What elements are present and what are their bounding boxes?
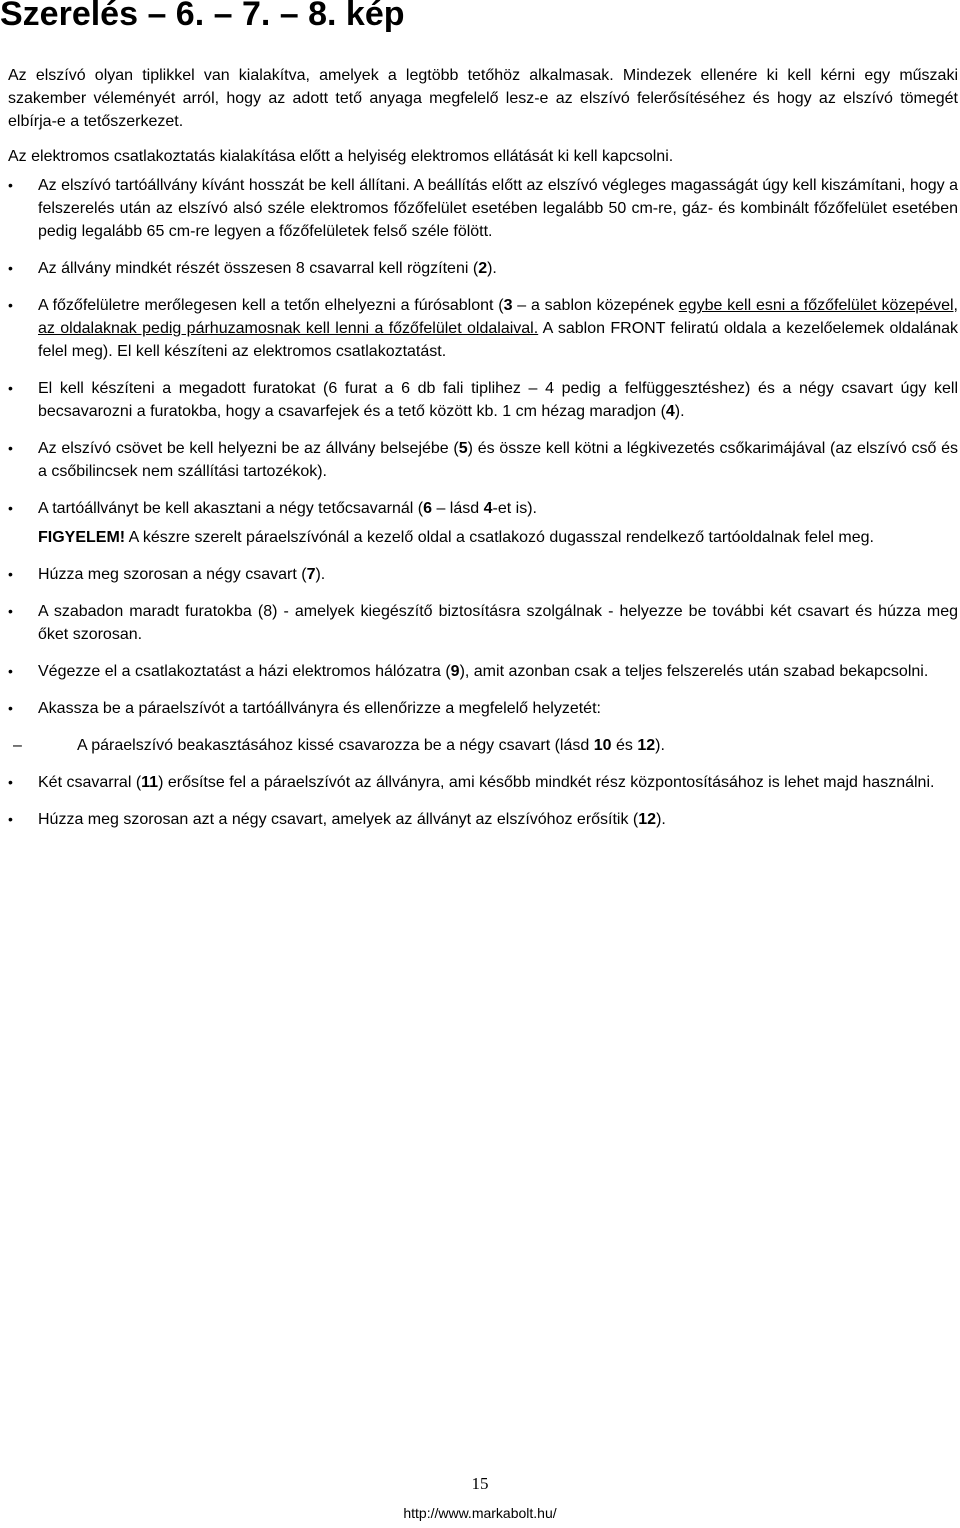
list-item xyxy=(8,257,958,280)
step-text: A szabadon maradt furatokba (8) - amelyek kiegészítő biztosításra szolgálnak - helyezze be további két csavart és húzza meg őket szorosan. xyxy=(38,603,958,643)
bullet-icon: • xyxy=(8,700,13,716)
bullet-icon: • xyxy=(8,500,13,516)
warning-note xyxy=(8,526,958,549)
document-body xyxy=(8,64,958,845)
step-text: ) erősítse fel a páraelszívót az állványra, ami később mindkét rész központosításához is lehet majd használni. xyxy=(158,774,935,791)
list-item xyxy=(8,600,958,646)
page-title: Szerelés – 6. – 7. – 8. kép xyxy=(0,0,405,33)
step-text: – lásd xyxy=(432,500,484,517)
step-text: A páraelszívó beakasztásához kissé csavarozza be a négy csavart (lásd xyxy=(77,737,594,754)
step-text: – a sablon közepének xyxy=(512,297,679,314)
step-text: ). xyxy=(656,811,666,828)
figure-ref: 10 xyxy=(593,737,612,754)
step-text: A főzőfelületre merőlegesen kell a tetőn elhelyezni a fúrósablont ( xyxy=(38,297,504,314)
list-item xyxy=(8,660,958,683)
figure-ref: 4 xyxy=(483,500,493,517)
page-number: 15 xyxy=(471,1474,489,1493)
step-text: Húzza meg szorosan a négy csavart ( xyxy=(38,566,307,583)
step-text: Akassza be a páraelszívót a tartóállványra és ellenőrizze a megfelelő helyzetét: xyxy=(38,700,601,717)
step-text: ). xyxy=(487,260,497,277)
figure-ref: 2 xyxy=(478,260,488,277)
step-text: A tartóállványt be kell akasztani a négy tetőcsavarnál ( xyxy=(38,500,424,517)
step-text: Két csavarral ( xyxy=(38,774,142,791)
list-item xyxy=(8,377,958,423)
bullet-icon: • xyxy=(8,566,13,582)
step-text: Végezze el a csatlakoztatást a házi elektromos hálózatra ( xyxy=(38,663,451,680)
step-text: Az elszívó tartóállvány kívánt hosszát be kell állítani. A beállítás előtt az elszívó végleges magasságát úgy kell kiszámítani, hogy a felszerelés után az elszívó alsó széle elektromos főzőfelület esetében legalább 50 cm-re, gáz- és kombinált főzőfelület esetében pedig legalább 65 cm-re legyen a főzőfelületek felső széle fölött. xyxy=(38,177,958,240)
list-item xyxy=(8,437,958,483)
step-text: ). xyxy=(674,403,685,420)
list-item xyxy=(8,697,958,720)
warning-label: FIGYELEM! xyxy=(38,529,126,546)
figure-ref: 11 xyxy=(141,774,159,791)
bullet-icon: • xyxy=(8,663,13,679)
step-text: és xyxy=(611,737,638,754)
step-text: Az elszívó csövet be kell helyezni be az állvány belsejébe ( xyxy=(38,440,459,457)
figure-ref: 12 xyxy=(637,737,656,754)
step-text: ), amit azonban csak a teljes felszerelés után szabad bekapcsolni. xyxy=(459,663,929,680)
bullet-icon: • xyxy=(8,260,13,276)
sub-list-item xyxy=(8,734,958,757)
step-text: ). xyxy=(315,566,326,583)
figure-ref: 12 xyxy=(638,811,657,828)
bullet-icon: • xyxy=(8,177,13,193)
electric-safety-note: Az elektromos csatlakoztatás kialakítása előtt a helyiség elektromos ellátását ki kell kapcsolni. xyxy=(8,148,674,165)
footer-url[interactable]: http://www.markabolt.hu/ xyxy=(403,1505,557,1521)
installation-steps xyxy=(8,174,958,831)
step-text: ) és össze kell kötni a légkivezetés csőkarimájával (az elszívó cső és a csőbilincsek nem szállítási tartozékok). xyxy=(38,440,959,480)
figure-ref: 9 xyxy=(450,663,460,680)
step-text: -et is). xyxy=(492,500,537,517)
figure-ref: 4 xyxy=(665,403,675,420)
figure-ref: 6 xyxy=(423,500,433,517)
bullet-icon: • xyxy=(8,440,13,456)
bullet-icon: • xyxy=(8,297,13,313)
step-text: Húzza meg szorosan azt a négy csavart, amelyek az állványt az elszívóhoz erősítik ( xyxy=(38,811,639,828)
bullet-icon: • xyxy=(8,380,13,396)
list-item xyxy=(8,563,958,586)
warning-text: A készre szerelt páraelszívónál a kezelő oldal a csatlakozó dugasszal rendelkező tartóoldalnak felel meg. xyxy=(125,529,874,546)
dash-icon: – xyxy=(13,737,22,754)
step-text: ). xyxy=(655,737,665,754)
list-item xyxy=(8,294,958,363)
figure-ref: 5 xyxy=(458,440,468,457)
underlined-text: egybe kell esni a főzőfelület közepével, az oldalaknak pedig párhuzamosnak kell lenni a főzőfelület oldalaival. xyxy=(38,297,959,337)
intro-paragraph: Az elszívó olyan tiplikkel van kialakítva, amelyek a legtöbb tetőhöz alkalmasak. Mindezek ellenére ki kell kérni egy műszaki szakember véleményét arról, hogy az adott tető anyaga megfelelő lesz-e az elszívó felerősítéséhez és hogy az elszívó tömegét elbírja-e a tetőszerkezet. xyxy=(8,67,958,130)
list-item xyxy=(8,771,958,794)
list-item xyxy=(8,497,958,520)
step-text: El kell készíteni a megadott furatokat (6 furat a 6 db fali tiplihez – 4 pedig a felfüggesztéshez) és a négy csavart úgy kell becsavarozni a furatokba, hogy a csavarfejek és a tető között kb. 1 cm hézag maradjon ( xyxy=(38,380,958,420)
step-text: A sablon FRONT feliratú oldala a kezelőelemek oldalának felel meg). El kell készíteni az elektromos csatlakoztatást. xyxy=(38,320,958,360)
list-item xyxy=(8,808,958,831)
step-text: Az állvány mindkét részét összesen 8 csavarral kell rögzíteni ( xyxy=(38,260,479,277)
bullet-icon: • xyxy=(8,811,13,827)
list-item xyxy=(8,174,958,243)
figure-ref: 7 xyxy=(306,566,316,583)
bullet-icon: • xyxy=(8,774,13,790)
figure-ref: 3 xyxy=(503,297,513,314)
bullet-icon: • xyxy=(8,603,13,619)
